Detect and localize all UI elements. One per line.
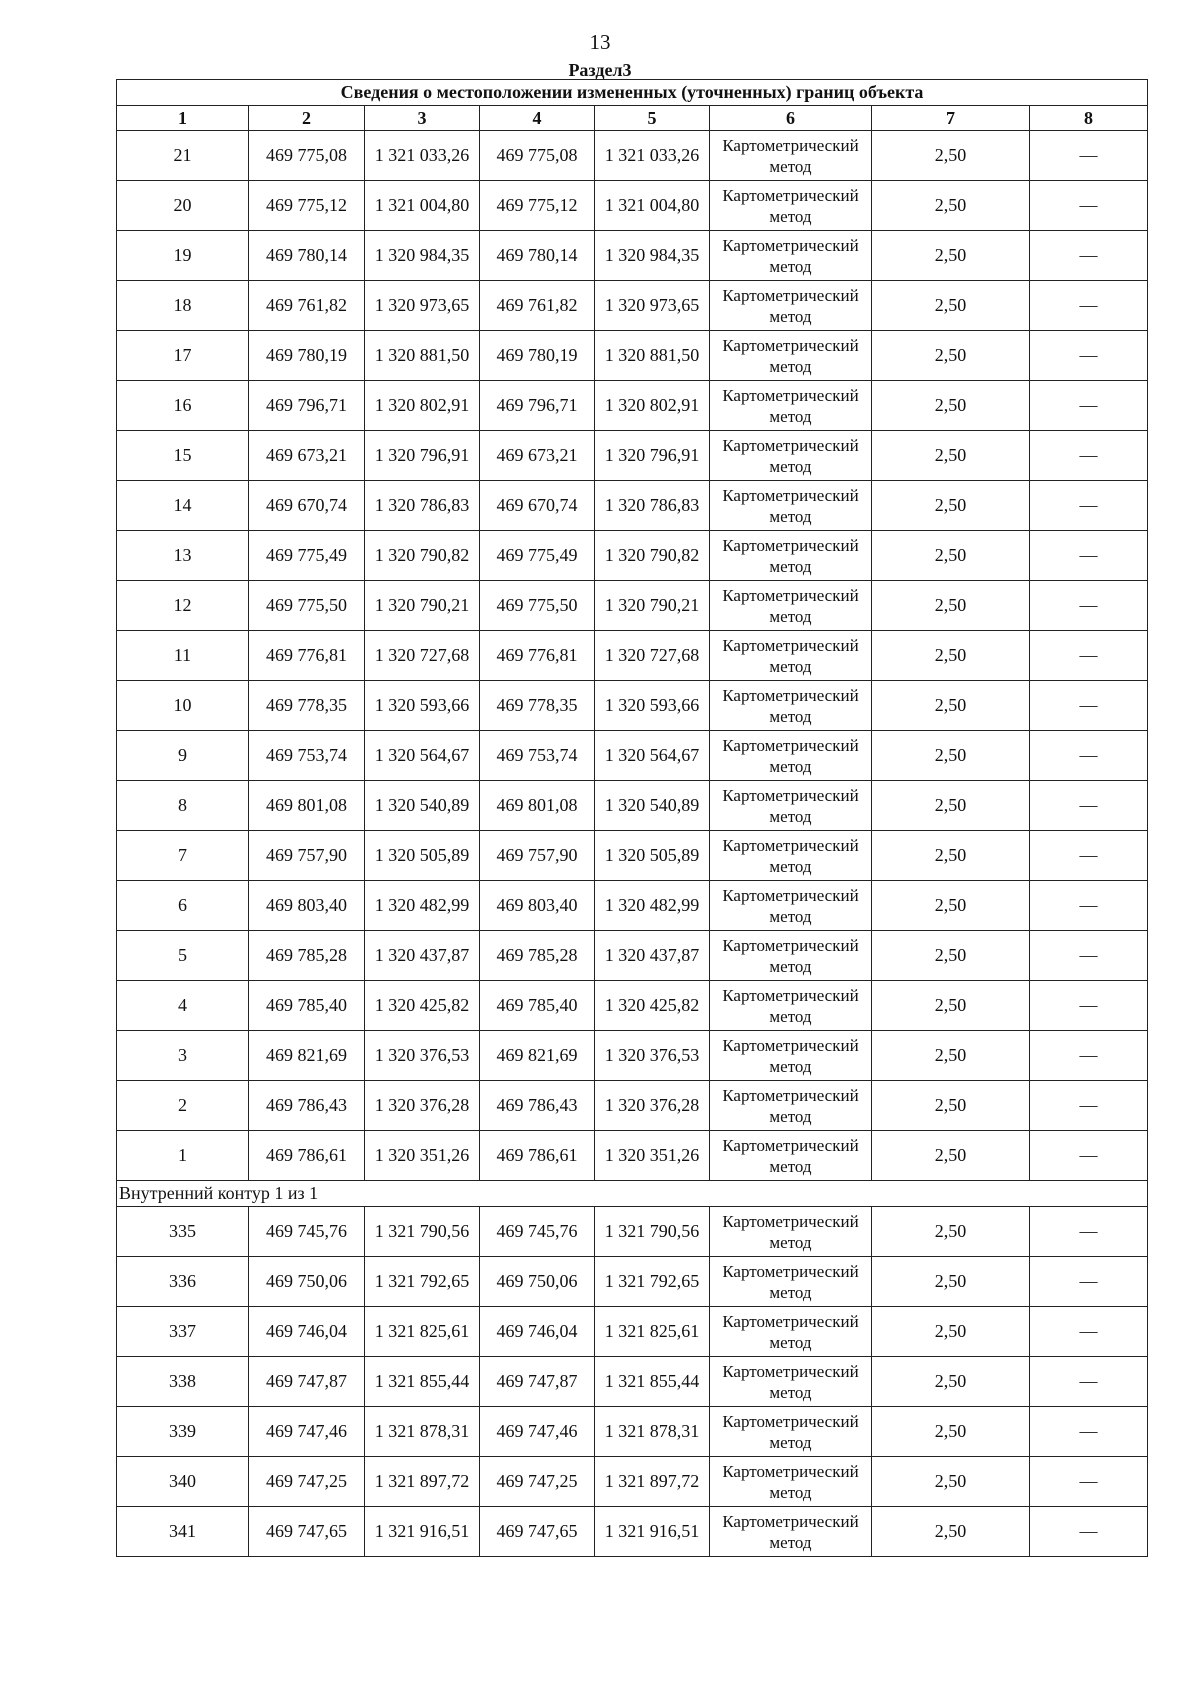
note-cell: — bbox=[1030, 131, 1148, 181]
accuracy-cell: 2,50 bbox=[872, 581, 1030, 631]
table-row bbox=[117, 731, 1148, 781]
y-new-cell: 1 320 505,89 bbox=[595, 831, 710, 881]
method-cell: Картометрический метод bbox=[710, 381, 872, 431]
x-new-cell: 469 775,08 bbox=[480, 131, 595, 181]
x-new-cell: 469 775,12 bbox=[480, 181, 595, 231]
x-old-cell: 469 753,74 bbox=[249, 731, 365, 781]
note-cell: — bbox=[1030, 1507, 1148, 1557]
x-new-cell: 469 747,87 bbox=[480, 1357, 595, 1407]
note-cell: — bbox=[1030, 1131, 1148, 1181]
x-new-cell: 469 757,90 bbox=[480, 831, 595, 881]
point-number-cell: 337 bbox=[117, 1307, 249, 1357]
method-cell: Картометрический метод bbox=[710, 1131, 872, 1181]
accuracy-cell: 2,50 bbox=[872, 681, 1030, 731]
y-new-cell: 1 320 786,83 bbox=[595, 481, 710, 531]
x-new-cell: 469 776,81 bbox=[480, 631, 595, 681]
x-old-cell: 469 796,71 bbox=[249, 381, 365, 431]
x-old-cell: 469 801,08 bbox=[249, 781, 365, 831]
accuracy-cell: 2,50 bbox=[872, 1357, 1030, 1407]
table-row bbox=[117, 931, 1148, 981]
point-number-cell: 17 bbox=[117, 331, 249, 381]
method-cell: Картометрический метод bbox=[710, 181, 872, 231]
y-old-cell: 1 321 916,51 bbox=[365, 1507, 480, 1557]
y-old-cell: 1 320 802,91 bbox=[365, 381, 480, 431]
table-row bbox=[117, 381, 1148, 431]
table-row bbox=[117, 1031, 1148, 1081]
table-row bbox=[117, 281, 1148, 331]
table-row bbox=[117, 231, 1148, 281]
point-number-cell: 341 bbox=[117, 1507, 249, 1557]
column-header: 7 bbox=[872, 106, 1030, 131]
method-cell: Картометрический метод bbox=[710, 1507, 872, 1557]
y-old-cell: 1 321 004,80 bbox=[365, 181, 480, 231]
y-old-cell: 1 320 376,53 bbox=[365, 1031, 480, 1081]
y-new-cell: 1 320 796,91 bbox=[595, 431, 710, 481]
note-cell: — bbox=[1030, 181, 1148, 231]
point-number-cell: 5 bbox=[117, 931, 249, 981]
method-cell: Картометрический метод bbox=[710, 581, 872, 631]
y-new-cell: 1 320 727,68 bbox=[595, 631, 710, 681]
y-new-cell: 1 321 033,26 bbox=[595, 131, 710, 181]
table-row bbox=[117, 781, 1148, 831]
y-new-cell: 1 320 540,89 bbox=[595, 781, 710, 831]
point-number-cell: 9 bbox=[117, 731, 249, 781]
point-number-cell: 18 bbox=[117, 281, 249, 331]
point-number-cell: 20 bbox=[117, 181, 249, 231]
y-old-cell: 1 320 881,50 bbox=[365, 331, 480, 381]
x-old-cell: 469 780,14 bbox=[249, 231, 365, 281]
accuracy-cell: 2,50 bbox=[872, 481, 1030, 531]
column-header: 4 bbox=[480, 106, 595, 131]
y-new-cell: 1 320 593,66 bbox=[595, 681, 710, 731]
x-old-cell: 469 785,28 bbox=[249, 931, 365, 981]
accuracy-cell: 2,50 bbox=[872, 181, 1030, 231]
table-row bbox=[117, 1081, 1148, 1131]
y-old-cell: 1 321 855,44 bbox=[365, 1357, 480, 1407]
table-row bbox=[117, 1257, 1148, 1307]
y-old-cell: 1 320 790,21 bbox=[365, 581, 480, 631]
y-new-cell: 1 321 916,51 bbox=[595, 1507, 710, 1557]
note-cell: — bbox=[1030, 1081, 1148, 1131]
point-number-cell: 14 bbox=[117, 481, 249, 531]
y-old-cell: 1 320 984,35 bbox=[365, 231, 480, 281]
y-new-cell: 1 320 564,67 bbox=[595, 731, 710, 781]
table-row bbox=[117, 131, 1148, 181]
table-row bbox=[117, 1131, 1148, 1181]
column-header: 3 bbox=[365, 106, 480, 131]
table-row bbox=[117, 481, 1148, 531]
x-old-cell: 469 757,90 bbox=[249, 831, 365, 881]
accuracy-cell: 2,50 bbox=[872, 731, 1030, 781]
accuracy-cell: 2,50 bbox=[872, 1257, 1030, 1307]
point-number-cell: 339 bbox=[117, 1407, 249, 1457]
y-old-cell: 1 320 564,67 bbox=[365, 731, 480, 781]
x-old-cell: 469 786,43 bbox=[249, 1081, 365, 1131]
x-new-cell: 469 746,04 bbox=[480, 1307, 595, 1357]
note-cell: — bbox=[1030, 431, 1148, 481]
contour-row bbox=[117, 1181, 1148, 1207]
page-number: 13 bbox=[589, 30, 611, 54]
accuracy-cell: 2,50 bbox=[872, 781, 1030, 831]
note-cell: — bbox=[1030, 1407, 1148, 1457]
accuracy-cell: 2,50 bbox=[872, 231, 1030, 281]
accuracy-cell: 2,50 bbox=[872, 131, 1030, 181]
column-header-row bbox=[117, 106, 1148, 131]
x-old-cell: 469 780,19 bbox=[249, 331, 365, 381]
y-new-cell: 1 320 802,91 bbox=[595, 381, 710, 431]
y-new-cell: 1 321 792,65 bbox=[595, 1257, 710, 1307]
accuracy-cell: 2,50 bbox=[872, 331, 1030, 381]
point-number-cell: 21 bbox=[117, 131, 249, 181]
x-new-cell: 469 786,43 bbox=[480, 1081, 595, 1131]
method-cell: Картометрический метод bbox=[710, 1307, 872, 1357]
note-cell: — bbox=[1030, 781, 1148, 831]
note-cell: — bbox=[1030, 1457, 1148, 1507]
x-old-cell: 469 776,81 bbox=[249, 631, 365, 681]
x-new-cell: 469 785,28 bbox=[480, 931, 595, 981]
accuracy-cell: 2,50 bbox=[872, 1507, 1030, 1557]
note-cell: — bbox=[1030, 1031, 1148, 1081]
method-cell: Картометрический метод bbox=[710, 931, 872, 981]
method-cell: Картометрический метод bbox=[710, 331, 872, 381]
method-cell: Картометрический метод bbox=[710, 831, 872, 881]
method-cell: Картометрический метод bbox=[710, 781, 872, 831]
accuracy-cell: 2,50 bbox=[872, 881, 1030, 931]
method-cell: Картометрический метод bbox=[710, 231, 872, 281]
x-old-cell: 469 775,49 bbox=[249, 531, 365, 581]
x-new-cell: 469 747,65 bbox=[480, 1507, 595, 1557]
point-number-cell: 2 bbox=[117, 1081, 249, 1131]
y-new-cell: 1 320 376,53 bbox=[595, 1031, 710, 1081]
method-cell: Картометрический метод bbox=[710, 1031, 872, 1081]
x-old-cell: 469 747,46 bbox=[249, 1407, 365, 1457]
table-row bbox=[117, 431, 1148, 481]
point-number-cell: 6 bbox=[117, 881, 249, 931]
y-old-cell: 1 320 727,68 bbox=[365, 631, 480, 681]
point-number-cell: 7 bbox=[117, 831, 249, 881]
accuracy-cell: 2,50 bbox=[872, 631, 1030, 681]
y-new-cell: 1 321 790,56 bbox=[595, 1207, 710, 1257]
point-number-cell: 8 bbox=[117, 781, 249, 831]
y-old-cell: 1 320 482,99 bbox=[365, 881, 480, 931]
x-new-cell: 469 786,61 bbox=[480, 1131, 595, 1181]
y-old-cell: 1 320 786,83 bbox=[365, 481, 480, 531]
y-new-cell: 1 320 376,28 bbox=[595, 1081, 710, 1131]
accuracy-cell: 2,50 bbox=[872, 831, 1030, 881]
y-old-cell: 1 320 425,82 bbox=[365, 981, 480, 1031]
y-old-cell: 1 320 540,89 bbox=[365, 781, 480, 831]
y-old-cell: 1 321 897,72 bbox=[365, 1457, 480, 1507]
method-cell: Картометрический метод bbox=[710, 981, 872, 1031]
point-number-cell: 336 bbox=[117, 1257, 249, 1307]
note-cell: — bbox=[1030, 831, 1148, 881]
table-row bbox=[117, 1307, 1148, 1357]
method-cell: Картометрический метод bbox=[710, 1257, 872, 1307]
accuracy-cell: 2,50 bbox=[872, 381, 1030, 431]
table-row bbox=[117, 1407, 1148, 1457]
method-cell: Картометрический метод bbox=[710, 531, 872, 581]
method-cell: Картометрический метод bbox=[710, 1081, 872, 1131]
method-cell: Картометрический метод bbox=[710, 481, 872, 531]
accuracy-cell: 2,50 bbox=[872, 1307, 1030, 1357]
x-new-cell: 469 747,25 bbox=[480, 1457, 595, 1507]
y-new-cell: 1 320 984,35 bbox=[595, 231, 710, 281]
note-cell: — bbox=[1030, 1307, 1148, 1357]
note-cell: — bbox=[1030, 631, 1148, 681]
y-new-cell: 1 320 351,26 bbox=[595, 1131, 710, 1181]
table-row bbox=[117, 531, 1148, 581]
column-header: 1 bbox=[117, 106, 249, 131]
accuracy-cell: 2,50 bbox=[872, 281, 1030, 331]
y-old-cell: 1 321 878,31 bbox=[365, 1407, 480, 1457]
y-new-cell: 1 320 425,82 bbox=[595, 981, 710, 1031]
table-row bbox=[117, 581, 1148, 631]
table-row bbox=[117, 831, 1148, 881]
x-new-cell: 469 745,76 bbox=[480, 1207, 595, 1257]
y-new-cell: 1 320 973,65 bbox=[595, 281, 710, 331]
point-number-cell: 13 bbox=[117, 531, 249, 581]
x-old-cell: 469 821,69 bbox=[249, 1031, 365, 1081]
point-number-cell: 15 bbox=[117, 431, 249, 481]
x-new-cell: 469 775,50 bbox=[480, 581, 595, 631]
x-new-cell: 469 821,69 bbox=[480, 1031, 595, 1081]
x-new-cell: 469 747,46 bbox=[480, 1407, 595, 1457]
note-cell: — bbox=[1030, 281, 1148, 331]
accuracy-cell: 2,50 bbox=[872, 1457, 1030, 1507]
x-old-cell: 469 745,76 bbox=[249, 1207, 365, 1257]
x-new-cell: 469 780,14 bbox=[480, 231, 595, 281]
x-old-cell: 469 803,40 bbox=[249, 881, 365, 931]
x-new-cell: 469 785,40 bbox=[480, 981, 595, 1031]
note-cell: — bbox=[1030, 531, 1148, 581]
point-number-cell: 335 bbox=[117, 1207, 249, 1257]
point-number-cell: 1 bbox=[117, 1131, 249, 1181]
y-old-cell: 1 320 973,65 bbox=[365, 281, 480, 331]
point-number-cell: 4 bbox=[117, 981, 249, 1031]
method-cell: Картометрический метод bbox=[710, 631, 872, 681]
method-cell: Картометрический метод bbox=[710, 1207, 872, 1257]
column-header: 5 bbox=[595, 106, 710, 131]
method-cell: Картометрический метод bbox=[710, 281, 872, 331]
accuracy-cell: 2,50 bbox=[872, 531, 1030, 581]
method-cell: Картометрический метод bbox=[710, 131, 872, 181]
note-cell: — bbox=[1030, 381, 1148, 431]
note-cell: — bbox=[1030, 981, 1148, 1031]
accuracy-cell: 2,50 bbox=[872, 981, 1030, 1031]
y-old-cell: 1 321 790,56 bbox=[365, 1207, 480, 1257]
y-old-cell: 1 320 351,26 bbox=[365, 1131, 480, 1181]
y-new-cell: 1 321 855,44 bbox=[595, 1357, 710, 1407]
table-row bbox=[117, 331, 1148, 381]
method-cell: Картометрический метод bbox=[710, 431, 872, 481]
accuracy-cell: 2,50 bbox=[872, 1031, 1030, 1081]
table-row bbox=[117, 631, 1148, 681]
method-cell: Картометрический метод bbox=[710, 1407, 872, 1457]
accuracy-cell: 2,50 bbox=[872, 1081, 1030, 1131]
table-row bbox=[117, 1207, 1148, 1257]
column-header: 2 bbox=[249, 106, 365, 131]
point-number-cell: 338 bbox=[117, 1357, 249, 1407]
x-new-cell: 469 670,74 bbox=[480, 481, 595, 531]
x-old-cell: 469 746,04 bbox=[249, 1307, 365, 1357]
point-number-cell: 16 bbox=[117, 381, 249, 431]
note-cell: — bbox=[1030, 931, 1148, 981]
coordinates-table bbox=[116, 79, 1148, 1557]
x-old-cell: 469 775,12 bbox=[249, 181, 365, 231]
x-new-cell: 469 673,21 bbox=[480, 431, 595, 481]
y-new-cell: 1 320 437,87 bbox=[595, 931, 710, 981]
x-old-cell: 469 778,35 bbox=[249, 681, 365, 731]
point-number-cell: 3 bbox=[117, 1031, 249, 1081]
column-header: 6 bbox=[710, 106, 872, 131]
x-new-cell: 469 750,06 bbox=[480, 1257, 595, 1307]
point-number-cell: 11 bbox=[117, 631, 249, 681]
y-old-cell: 1 320 376,28 bbox=[365, 1081, 480, 1131]
method-cell: Картометрический метод bbox=[710, 731, 872, 781]
accuracy-cell: 2,50 bbox=[872, 1407, 1030, 1457]
point-number-cell: 10 bbox=[117, 681, 249, 731]
table-row bbox=[117, 181, 1148, 231]
note-cell: — bbox=[1030, 581, 1148, 631]
x-new-cell: 469 780,19 bbox=[480, 331, 595, 381]
y-old-cell: 1 320 796,91 bbox=[365, 431, 480, 481]
note-cell: — bbox=[1030, 231, 1148, 281]
x-old-cell: 469 750,06 bbox=[249, 1257, 365, 1307]
y-old-cell: 1 320 437,87 bbox=[365, 931, 480, 981]
x-new-cell: 469 761,82 bbox=[480, 281, 595, 331]
y-new-cell: 1 320 790,21 bbox=[595, 581, 710, 631]
table-row bbox=[117, 1507, 1148, 1557]
table-row bbox=[117, 1457, 1148, 1507]
section-title: Раздел3 bbox=[568, 60, 632, 80]
method-cell: Картометрический метод bbox=[710, 1457, 872, 1507]
table-row bbox=[117, 681, 1148, 731]
x-old-cell: 469 775,08 bbox=[249, 131, 365, 181]
y-old-cell: 1 321 033,26 bbox=[365, 131, 480, 181]
x-old-cell: 469 761,82 bbox=[249, 281, 365, 331]
note-cell: — bbox=[1030, 881, 1148, 931]
accuracy-cell: 2,50 bbox=[872, 1131, 1030, 1181]
y-old-cell: 1 320 505,89 bbox=[365, 831, 480, 881]
note-cell: — bbox=[1030, 481, 1148, 531]
note-cell: — bbox=[1030, 1207, 1148, 1257]
table-caption: Сведения о местоположении измененных (уточненных) границ объекта bbox=[117, 80, 1148, 106]
point-number-cell: 19 bbox=[117, 231, 249, 281]
x-old-cell: 469 673,21 bbox=[249, 431, 365, 481]
note-cell: — bbox=[1030, 1357, 1148, 1407]
x-old-cell: 469 747,25 bbox=[249, 1457, 365, 1507]
x-new-cell: 469 801,08 bbox=[480, 781, 595, 831]
y-old-cell: 1 320 593,66 bbox=[365, 681, 480, 731]
x-old-cell: 469 785,40 bbox=[249, 981, 365, 1031]
point-number-cell: 340 bbox=[117, 1457, 249, 1507]
x-new-cell: 469 753,74 bbox=[480, 731, 595, 781]
column-header: 8 bbox=[1030, 106, 1148, 131]
y-new-cell: 1 320 881,50 bbox=[595, 331, 710, 381]
note-cell: — bbox=[1030, 1257, 1148, 1307]
method-cell: Картометрический метод bbox=[710, 1357, 872, 1407]
accuracy-cell: 2,50 bbox=[872, 431, 1030, 481]
y-new-cell: 1 321 878,31 bbox=[595, 1407, 710, 1457]
x-new-cell: 469 796,71 bbox=[480, 381, 595, 431]
table-row bbox=[117, 1357, 1148, 1407]
accuracy-cell: 2,50 bbox=[872, 931, 1030, 981]
x-old-cell: 469 670,74 bbox=[249, 481, 365, 531]
x-new-cell: 469 803,40 bbox=[480, 881, 595, 931]
x-old-cell: 469 786,61 bbox=[249, 1131, 365, 1181]
method-cell: Картометрический метод bbox=[710, 681, 872, 731]
y-old-cell: 1 320 790,82 bbox=[365, 531, 480, 581]
y-old-cell: 1 321 825,61 bbox=[365, 1307, 480, 1357]
x-new-cell: 469 778,35 bbox=[480, 681, 595, 731]
y-new-cell: 1 321 897,72 bbox=[595, 1457, 710, 1507]
y-new-cell: 1 321 004,80 bbox=[595, 181, 710, 231]
note-cell: — bbox=[1030, 331, 1148, 381]
y-new-cell: 1 320 482,99 bbox=[595, 881, 710, 931]
accuracy-cell: 2,50 bbox=[872, 1207, 1030, 1257]
note-cell: — bbox=[1030, 731, 1148, 781]
x-old-cell: 469 775,50 bbox=[249, 581, 365, 631]
x-old-cell: 469 747,87 bbox=[249, 1357, 365, 1407]
point-number-cell: 12 bbox=[117, 581, 249, 631]
y-new-cell: 1 321 825,61 bbox=[595, 1307, 710, 1357]
table-row bbox=[117, 881, 1148, 931]
method-cell: Картометрический метод bbox=[710, 881, 872, 931]
y-new-cell: 1 320 790,82 bbox=[595, 531, 710, 581]
contour-label: Внутренний контур 1 из 1 bbox=[117, 1181, 1148, 1207]
x-old-cell: 469 747,65 bbox=[249, 1507, 365, 1557]
note-cell: — bbox=[1030, 681, 1148, 731]
x-new-cell: 469 775,49 bbox=[480, 531, 595, 581]
y-old-cell: 1 321 792,65 bbox=[365, 1257, 480, 1307]
table-row bbox=[117, 981, 1148, 1031]
